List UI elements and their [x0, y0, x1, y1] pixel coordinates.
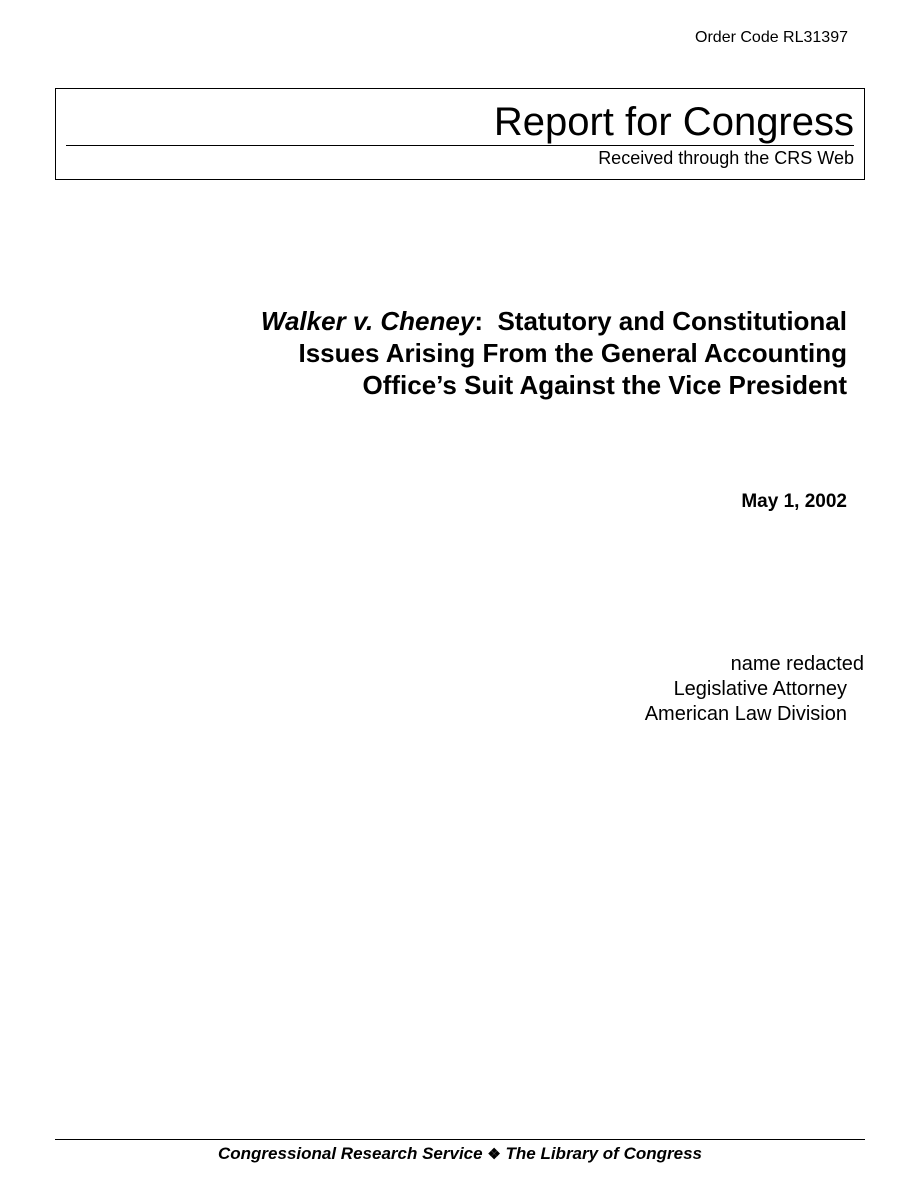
report-date: May 1, 2002 [741, 491, 847, 512]
header-divider [66, 145, 854, 146]
title-line-1-rest: Statutory and Constitutional [497, 306, 847, 336]
footer-crs: Congressional Research Service [218, 1144, 483, 1163]
document-title [147, 305, 847, 401]
report-title: Report for Congress [493, 100, 854, 144]
title-line-2: Issues Arising From the General Accounting [298, 338, 847, 368]
author-position: Legislative Attorney [673, 678, 847, 700]
footer-library: The Library of Congress [505, 1144, 702, 1163]
author-name: name redacted [730, 653, 864, 675]
footer [55, 1143, 865, 1166]
author-division: American Law Division [644, 703, 847, 725]
footer-divider [55, 1139, 865, 1140]
diamond-separator-icon: ❖ [487, 1146, 501, 1163]
title-line-1 [147, 305, 847, 337]
case-name: Walker v. Cheney [260, 306, 475, 336]
received-line: Received through the CRS Web [598, 148, 854, 168]
report-header-box [55, 88, 865, 180]
order-code: Order Code RL31397 [695, 29, 848, 46]
title-line-3: Office’s Suit Against the Vice President [362, 370, 847, 400]
title-colon: : [474, 306, 483, 336]
